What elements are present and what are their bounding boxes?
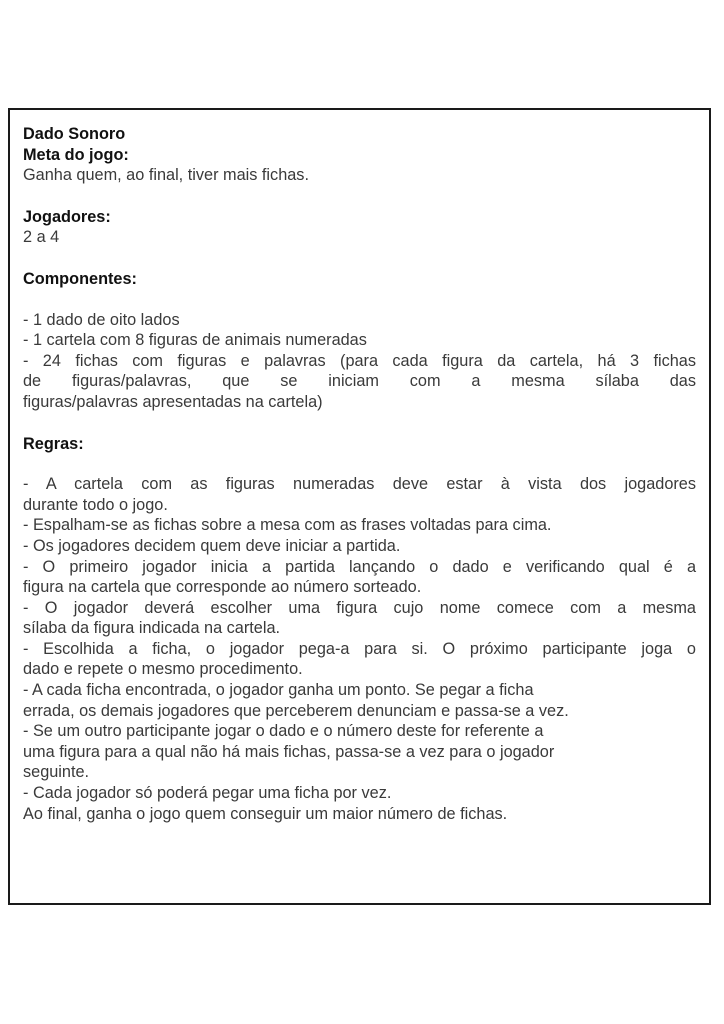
componentes-heading: Componentes: (23, 269, 137, 288)
list-item-line: de figuras/palavras, que se iniciam com a mesma sílaba das (23, 372, 696, 391)
meta-text: Ganha quem, ao final, tiver mais fichas. (23, 166, 309, 185)
list-item: - 1 dado de oito lados (23, 310, 180, 329)
rule-line: Ao final, ganha o jogo quem conseguir um maior número de fichas. (23, 804, 508, 823)
list-item: - 1 cartela com 8 figuras de animais numeradas (23, 331, 367, 350)
rule-line: - O primeiro jogador inicia a partida lançando o dado e verificando qual é a (23, 557, 696, 576)
rule-line: - Espalham-se as fichas sobre a mesa com as frases voltadas para cima. (23, 516, 552, 535)
regras-heading: Regras: (23, 434, 84, 453)
rule-line: dado e repete o mesmo procedimento. (23, 660, 303, 679)
rule-line: - Cada jogador só poderá pegar uma ficha por vez. (23, 784, 392, 803)
regras-list (23, 474, 696, 824)
rule-line: - Se um outro participante jogar o dado e o número deste for referente a (23, 722, 544, 741)
rule-line: - Os jogadores decidem quem deve iniciar a partida. (23, 536, 401, 555)
list-item-line: - 24 fichas com figuras e palavras (para cada figura da cartela, há 3 fichas (23, 351, 696, 370)
spacer (23, 248, 696, 269)
rule-line: figura na cartela que corresponde ao número sorteado. (23, 578, 422, 597)
rule-line: - Escolhida a ficha, o jogador pega-a para si. O próximo participante joga o (23, 639, 696, 658)
game-title: Dado Sonoro (23, 125, 126, 143)
spacer (23, 454, 696, 474)
rule-line: uma figura para a qual não há mais fichas, passa-se a vez para o jogador (23, 742, 555, 761)
rule-line: seguinte. (23, 763, 90, 782)
rule-line: errada, os demais jogadores que perceberem denunciam e passa-se a vez. (23, 701, 569, 720)
list-item (23, 351, 696, 413)
rule-line: - A cartela com as figuras numeradas deve estar à vista dos jogadores (23, 475, 696, 494)
rules-box (8, 108, 711, 905)
jogadores-heading: Jogadores: (23, 207, 111, 226)
rule-line: - O jogador deverá escolher uma figura cujo nome comece com a mesma (23, 598, 696, 617)
spacer (23, 186, 696, 207)
meta-heading: Meta do jogo: (23, 145, 129, 164)
spacer (23, 413, 696, 434)
jogadores-text: 2 a 4 (23, 228, 60, 247)
spacer (23, 290, 696, 310)
rule-line: - A cada ficha encontrada, o jogador ganha um ponto. Se pegar a ficha (23, 681, 534, 700)
rule-line: sílaba da figura indicada na cartela. (23, 619, 281, 638)
rule-line: durante todo o jogo. (23, 495, 168, 514)
list-item-line: figuras/palavras apresentadas na cartela) (23, 392, 323, 411)
componentes-list (23, 310, 696, 413)
